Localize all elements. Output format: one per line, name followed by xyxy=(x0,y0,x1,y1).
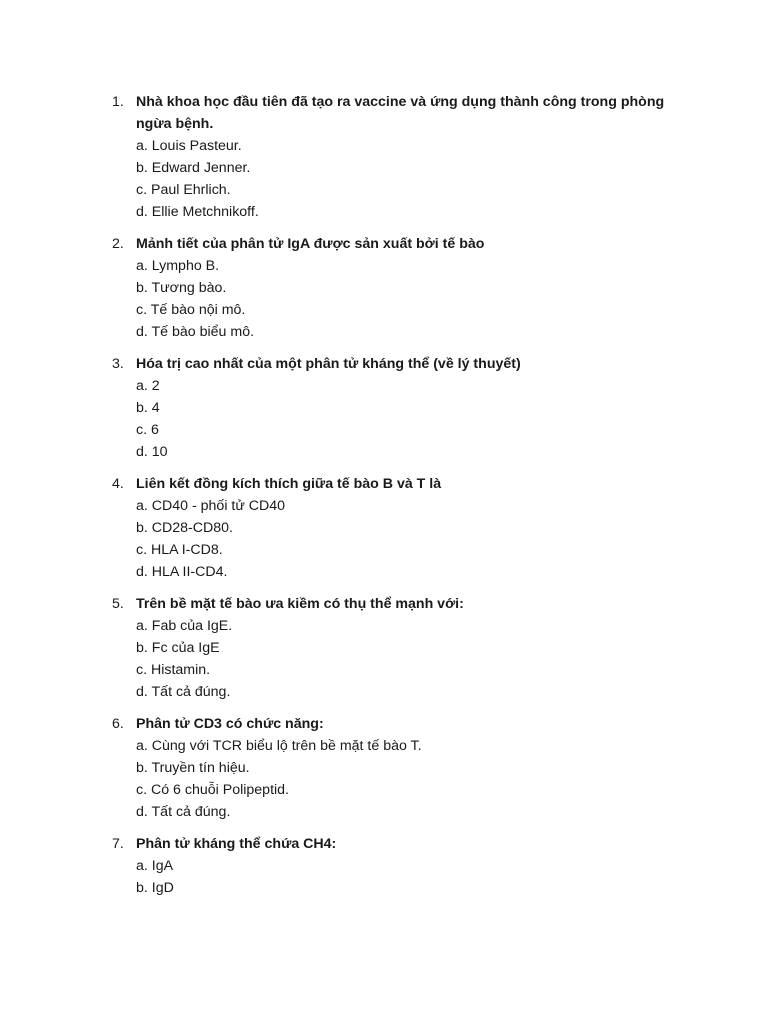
answer-option: d. Tất cả đúng. xyxy=(136,684,231,700)
answer-option: d. Ellie Metchnikoff. xyxy=(136,204,259,220)
answer-option: c. Tế bào nội mô. xyxy=(136,302,246,318)
answer-option: b. Truyền tín hiệu. xyxy=(136,760,250,776)
question-text: Hóa trị cao nhất của một phân tử kháng thể (về lý thuyết) xyxy=(136,356,521,372)
answer-option: d. Tế bào biểu mô. xyxy=(136,324,255,340)
answer-option: c. Histamin. xyxy=(136,662,211,678)
question-number: 1. xyxy=(112,94,124,110)
question-text: Phân tử kháng thể chứa CH4: xyxy=(136,836,337,852)
answer-option: a. Lympho B. xyxy=(136,258,220,274)
answer-option: a. IgA xyxy=(136,858,174,874)
question-number: 4. xyxy=(112,476,124,492)
question-4 xyxy=(112,473,676,583)
question-text: Nhà khoa học đầu tiên đã tạo ra vaccine và ứng dụng thành công trong phòng ngừa bệnh. xyxy=(136,94,665,132)
question-number: 5. xyxy=(112,596,124,612)
question-7 xyxy=(112,833,676,899)
question-number: 7. xyxy=(112,836,124,852)
answer-option: c. 6 xyxy=(136,422,159,438)
answer-option: b. IgD xyxy=(136,880,174,896)
answer-option: c. HLA I-CD8. xyxy=(136,542,223,558)
question-text: Phân tử CD3 có chức năng: xyxy=(136,716,324,732)
question-2 xyxy=(112,233,676,343)
answer-option: b. CD28-CD80. xyxy=(136,520,233,536)
answer-option: a. Fab của IgE. xyxy=(136,618,233,634)
question-3 xyxy=(112,353,676,463)
question-text: Trên bề mặt tế bào ưa kiềm có thụ thể mạnh với: xyxy=(136,596,464,612)
answer-option: a. CD40 - phối tử CD40 xyxy=(136,498,286,514)
question-number: 2. xyxy=(112,236,124,252)
answer-option: b. Fc của IgE xyxy=(136,640,220,656)
answer-option: a. 2 xyxy=(136,378,160,394)
answer-option: b. 4 xyxy=(136,400,160,416)
answer-option: d. HLA II-CD4. xyxy=(136,564,228,580)
question-text: Mảnh tiết của phân tử IgA được sản xuất bởi tế bào xyxy=(136,236,485,252)
question-number: 6. xyxy=(112,716,124,732)
answer-option: b. Tương bào. xyxy=(136,280,227,296)
question-5 xyxy=(112,593,676,703)
answer-option: c. Paul Ehrlich. xyxy=(136,182,231,198)
question-1 xyxy=(112,91,676,223)
answer-option: c. Có 6 chuỗi Polipeptid. xyxy=(136,782,290,798)
answer-option: a. Cùng với TCR biểu lộ trên bề mặt tế bào T. xyxy=(136,738,422,754)
answer-option: a. Louis Pasteur. xyxy=(136,138,242,154)
answer-option: d. Tất cả đúng. xyxy=(136,804,231,820)
question-number: 3. xyxy=(112,356,124,372)
answer-option: d. 10 xyxy=(136,444,168,460)
answer-option: b. Edward Jenner. xyxy=(136,160,251,176)
question-6 xyxy=(112,713,676,823)
question-text: Liên kết đồng kích thích giữa tế bào B và T là xyxy=(136,476,442,492)
